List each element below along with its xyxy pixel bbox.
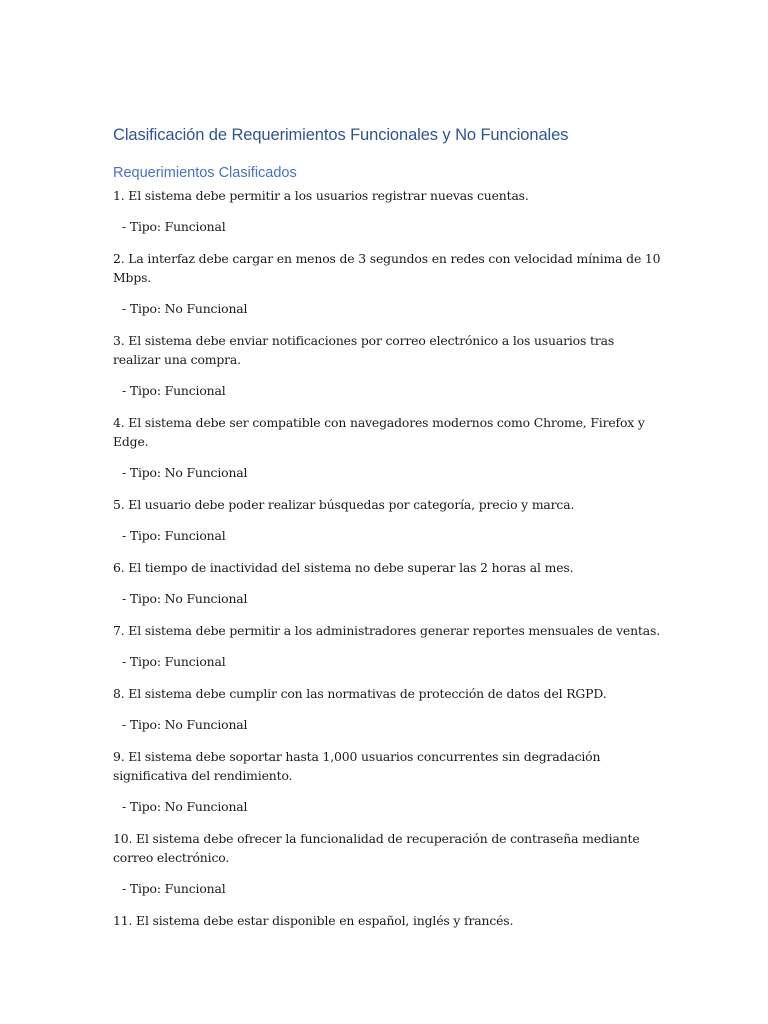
requirement-item [113, 684, 663, 735]
requirement-text: 6. El tiempo de inactividad del sistema no debe superar las 2 horas al mes. [113, 560, 574, 575]
requirements-list [113, 186, 663, 930]
requirement-item [113, 558, 663, 609]
requirement-type: - Tipo: No Funcional [122, 591, 248, 606]
requirement-text: 1. El sistema debe permitir a los usuarios registrar nuevas cuentas. [113, 188, 529, 203]
requirement-type: - Tipo: No Funcional [122, 301, 248, 316]
requirement-item [113, 747, 663, 817]
requirement-type: - Tipo: Funcional [122, 219, 226, 234]
requirement-text: 11. El sistema debe estar disponible en español, inglés y francés. [113, 913, 514, 928]
requirement-type: - Tipo: Funcional [122, 654, 226, 669]
requirement-text: 5. El usuario debe poder realizar búsquedas por categoría, precio y marca. [113, 497, 575, 512]
requirement-text: 9. El sistema debe soportar hasta 1,000 usuarios concurrentes sin degradación significativa del rendimiento. [113, 749, 601, 783]
requirement-item [113, 331, 663, 401]
requirement-type: - Tipo: No Funcional [122, 717, 248, 732]
requirement-item [113, 186, 663, 237]
document-page [113, 124, 663, 930]
requirement-item [113, 621, 663, 672]
section-heading: Requerimientos Clasificados [113, 165, 297, 181]
requirement-type: - Tipo: No Funcional [122, 799, 248, 814]
requirement-text: 8. El sistema debe cumplir con las normativas de protección de datos del RGPD. [113, 686, 607, 701]
requirement-type: - Tipo: Funcional [122, 383, 226, 398]
requirement-item [113, 413, 663, 483]
requirement-item [113, 495, 663, 546]
requirement-item [113, 249, 663, 319]
requirement-text: 3. El sistema debe enviar notificaciones por correo electrónico a los usuarios tras realizar una compra. [113, 333, 615, 367]
requirement-text: 2. La interfaz debe cargar en menos de 3 segundos en redes con velocidad mínima de 10 Mbps. [113, 251, 661, 285]
requirement-type: - Tipo: Funcional [122, 528, 226, 543]
requirement-type: - Tipo: No Funcional [122, 465, 248, 480]
requirement-text: 10. El sistema debe ofrecer la funcionalidad de recuperación de contraseña mediante correo electrónico. [113, 831, 640, 865]
document-title: Clasificación de Requerimientos Funcionales y No Funcionales [113, 126, 569, 144]
requirement-text: 7. El sistema debe permitir a los administradores generar reportes mensuales de ventas. [113, 623, 660, 638]
requirement-item [113, 829, 663, 899]
requirement-item [113, 911, 663, 930]
requirement-type: - Tipo: Funcional [122, 881, 226, 896]
requirement-text: 4. El sistema debe ser compatible con navegadores modernos como Chrome, Firefox y Edge. [113, 415, 645, 449]
